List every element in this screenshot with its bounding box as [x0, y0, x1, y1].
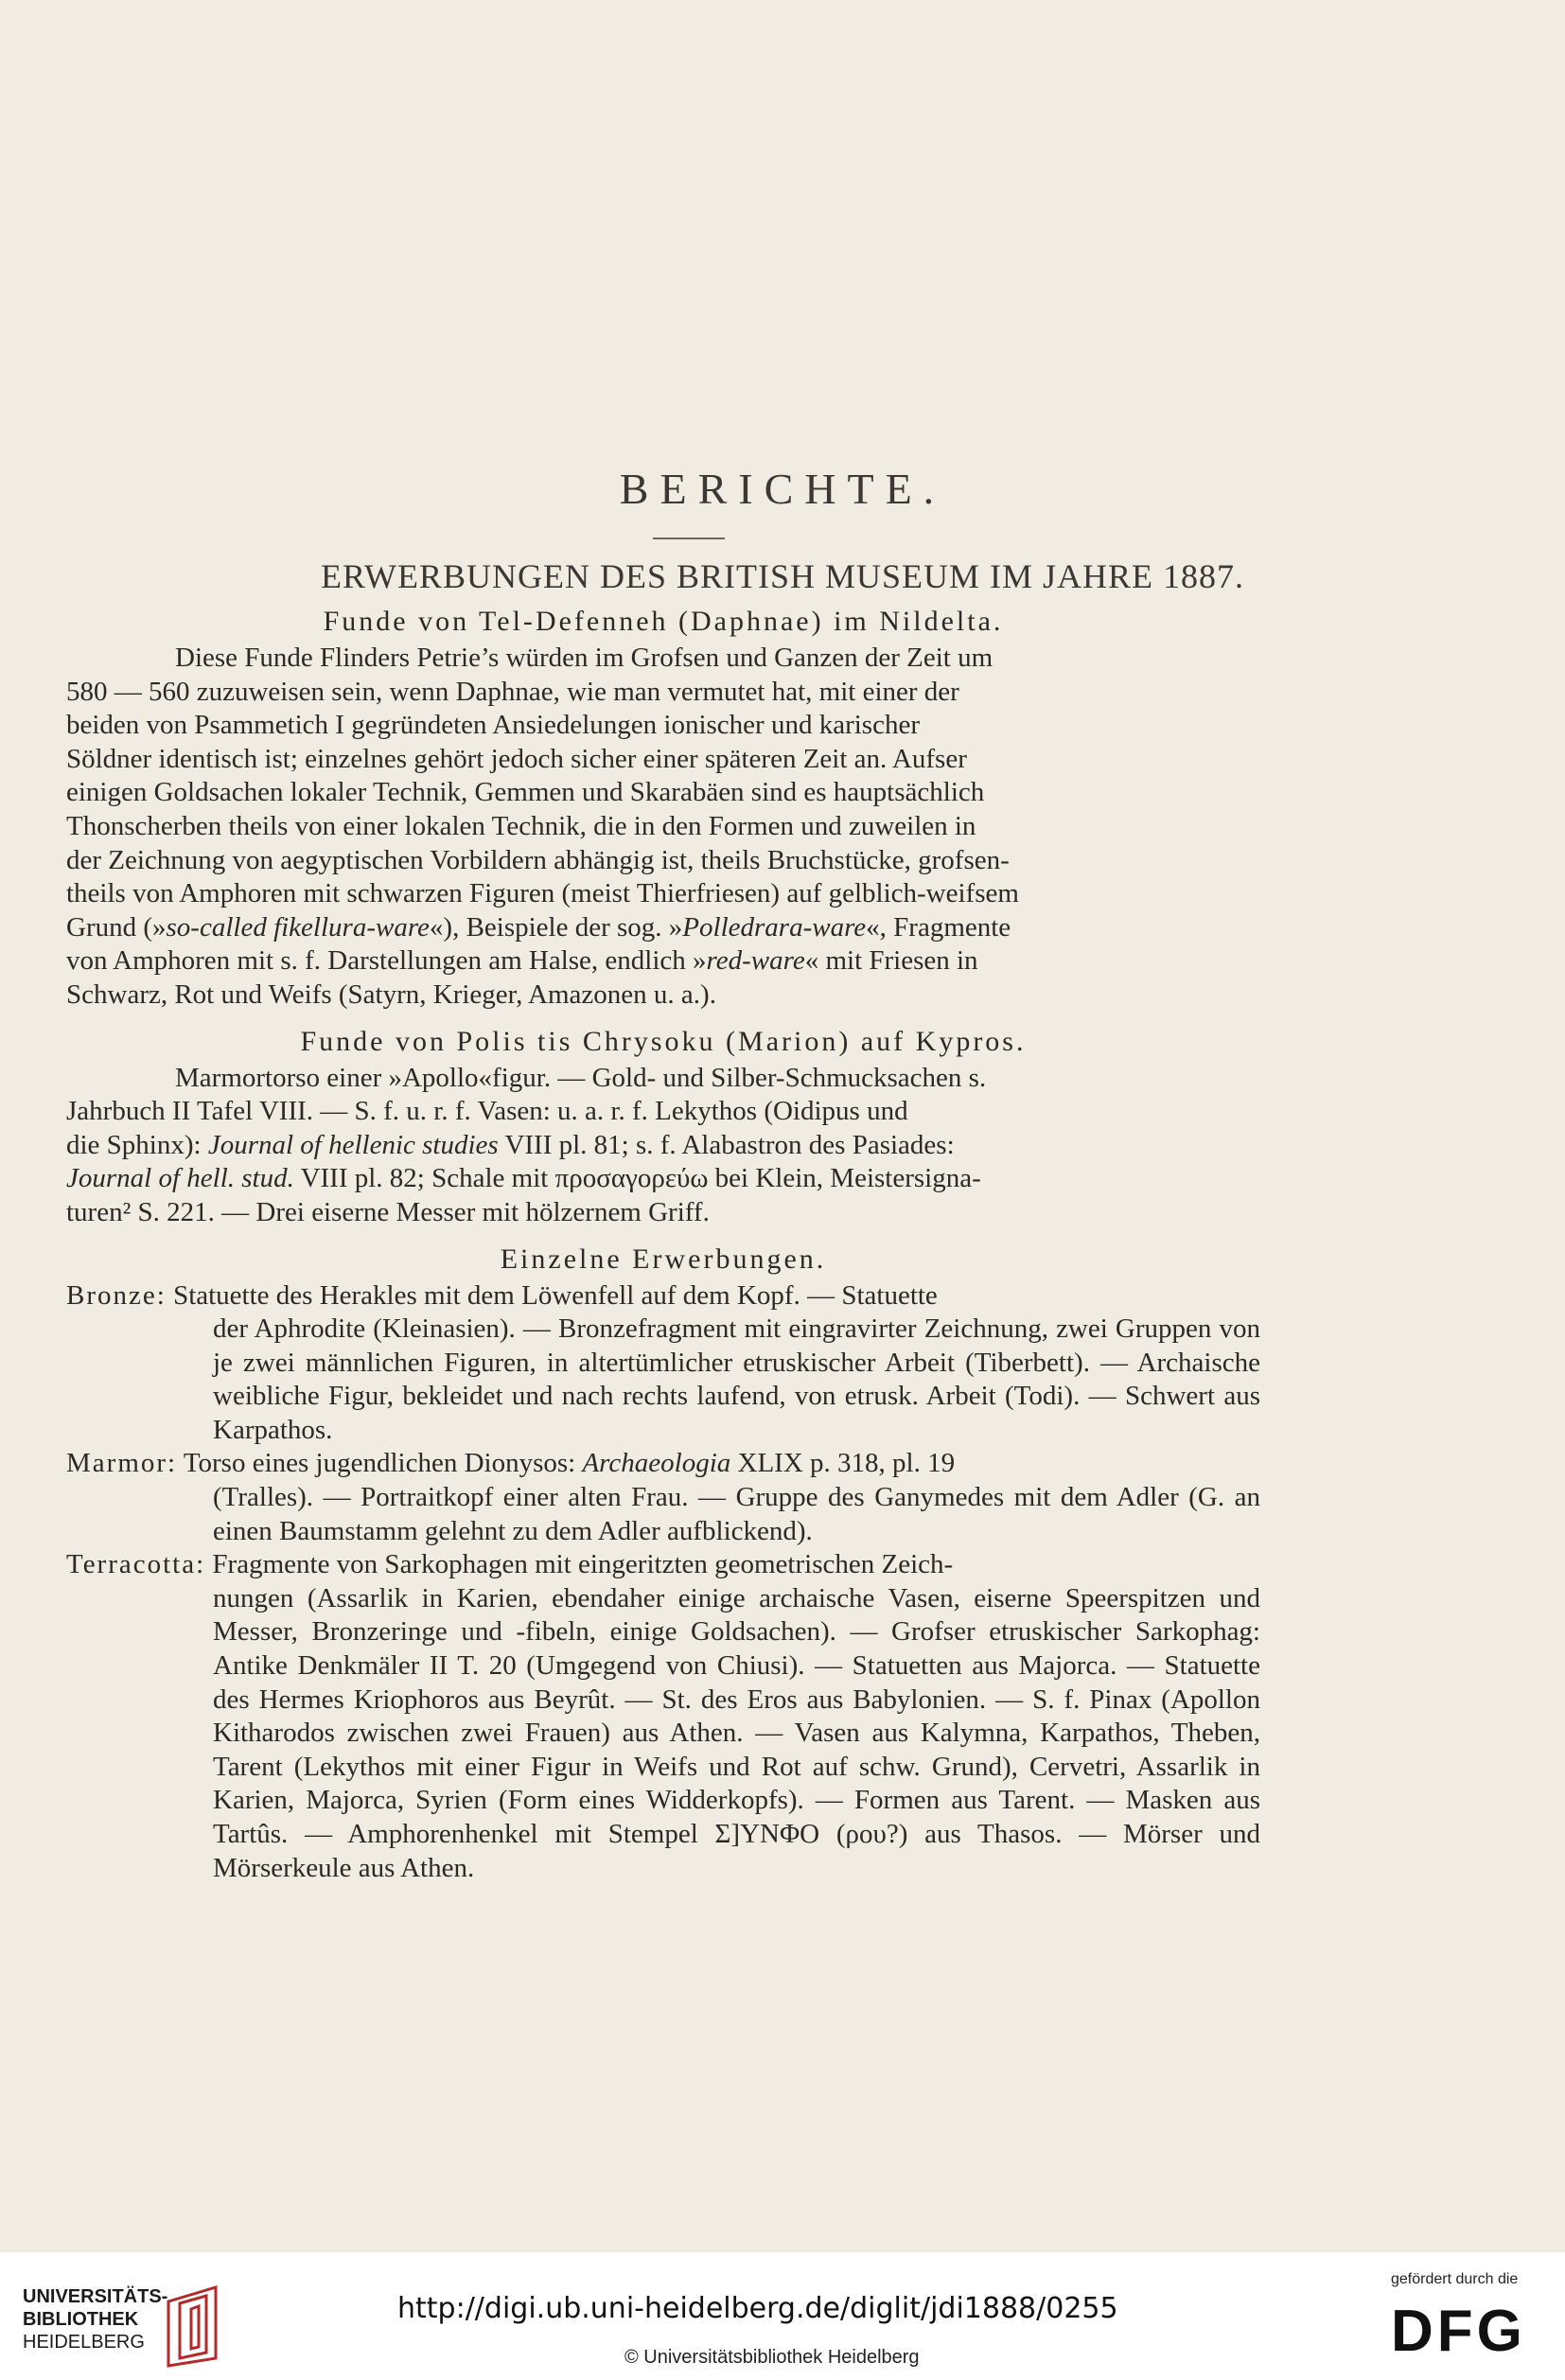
entry-label-bronze: Bronze:: [66, 1279, 167, 1311]
dfg-logo: DFG: [1391, 2299, 1526, 2364]
library-name: [23, 2285, 167, 2354]
text-span: VIII pl. 82; Schale mit προσαγορεύω bei Klein, Meistersigna-: [293, 1163, 981, 1194]
text-span: «), Beispiele der sog. »: [429, 911, 683, 943]
italic-term: Journal of hell. stud.: [66, 1163, 294, 1194]
italic-term: Polledrara-ware: [682, 911, 867, 943]
text-line: Marmortorso einer »Apollo«figur. — Gold- und Silber-Schmucksachen s.: [175, 1062, 987, 1093]
entry-text-bronze: der Aphrodite (Kleinasien). — Bronzefragment mit eingravirter Zeichnung, zwei Gruppen von je zwei männlichen Figuren, in altertümlicher etruskischer Arbeit (Tiberbett). — Archaische weibliche Figur, bekleidet und nach rechts laufend, von etrusk. Arbeit (Todi). — Schwert aus Karpathos.: [213, 1313, 1260, 1445]
text-line: [66, 1129, 1260, 1163]
subhead-marion: Funde von Polis tis Chrysoku (Marion) auf Kypros.: [300, 1025, 1027, 1057]
text-span: Statuette des Herakles mit dem Löwenfell auf dem Kopf. — Statuette: [173, 1279, 938, 1311]
entry-terracotta: [66, 1548, 1260, 1885]
text-line: beiden von Psammetich I gegründeten Ansiedelungen ionischer und karischer: [66, 710, 920, 741]
text-line: Schwarz, Rot und Weifs (Satyrn, Krieger, Amazonen u. a.).: [66, 978, 716, 1010]
source-url-link[interactable]: http://digi.ub.uni-heidelberg.de/diglit/jdi1888/0255: [397, 2292, 1118, 2325]
entry-marmor: [66, 1447, 1260, 1548]
subhead-einzelne: Einzelne Erwerbungen.: [500, 1243, 827, 1275]
italic-term: red-ware: [706, 945, 805, 977]
text-line: [66, 1162, 1260, 1196]
library-name-line: UNIVERSITÄTS-: [23, 2286, 168, 2307]
text-line: [66, 911, 1260, 945]
page-title: BERICHTE.: [619, 465, 946, 513]
italic-term: Journal of hellenic studies: [207, 1129, 499, 1160]
text-span: «, Fragmente: [866, 911, 1011, 943]
text-line: [66, 1279, 1260, 1313]
text-span: Fragmente von Sarkophagen mit eingeritzten geometrischen Zeich-: [212, 1549, 954, 1580]
entry-label-terracotta: Terracotta:: [66, 1549, 206, 1580]
text-line: theils von Amphoren mit schwarzen Figuren (meist Thierfriesen) auf gelblich-weifsem: [66, 878, 1019, 909]
text-line: [66, 1447, 1260, 1481]
section-heading: ERWERBUNGEN DES BRITISH MUSEUM IM JAHRE 1887.: [320, 557, 1245, 595]
text-line: Thonscherben theils von einer lokalen Technik, die in den Formen und zuweilen in: [66, 810, 976, 841]
library-name-line: BIBLIOTHEK: [23, 2309, 139, 2330]
text-line: [66, 944, 1260, 978]
entry-text-terracotta: nungen (Assarlik in Karien, ebendaher einige archaische Vasen, eiserne Speerspitzen und Messer, Bronzeringe und -fibeln, einige Goldsachen). — Grofser etruskischer Sarkophag: Antike Denkmäler II T. 20 (Umgegend von Chiusi). — Statuetten aus Majorca. — Statuette des Hermes Kriophoros aus Beyrût. — St. des Eros aus Babylonien. — S. f. Pinax (Apollon Kitharodos zwischen zwei Frauen) aus Athen. — Vasen aus Kalymna, Karpathos, Theben, Tarent (Lekythos mit einer Figur in Weifs und Rot auf schw. Grund), Cervetri, Assarlik in Karien, Majorca, Syrien (Form eines Widderkopfs). — Formen aus Tarent. — Masken aus Tartûs. — Amphorenhenkel mit Stempel Σ]ΥΝΦΟ (ρου?) aus Thasos. — Mörser und Mörserkeule aus Athen.: [213, 1582, 1260, 1883]
text-line: turen² S. 221. — Drei eiserne Messer mit hölzernem Griff.: [66, 1196, 710, 1227]
paragraph-marion: [66, 1062, 1260, 1230]
text-span: XLIX p. 318, pl. 19: [730, 1448, 956, 1479]
text-line: [66, 1548, 1260, 1582]
library-name-line: HEIDELBERG: [23, 2332, 145, 2353]
entry-label-marmor: Marmor:: [66, 1448, 178, 1479]
text-span: Grund (»: [66, 911, 167, 943]
text-span: VIII pl. 81; s. f. Alabastron des Pasiades:: [498, 1129, 955, 1160]
paragraph-daphnae: [66, 642, 1260, 1013]
text-line: der Zeichnung von aegyptischen Vorbildern abhängig ist, theils Bruchstücke, grofsen-: [66, 844, 1010, 875]
text-block: [66, 606, 1260, 1885]
text-span: die Sphinx):: [66, 1129, 208, 1160]
text-span: Torso eines jugendlichen Dionysos:: [183, 1448, 583, 1479]
text-line: einigen Goldsachen lokaler Technik, Gemmen und Skarabäen sind es hauptsächlich: [66, 777, 985, 808]
text-line: Jahrbuch II Tafel VIII. — S. f. u. r. f. Vasen: u. a. r. f. Lekythos (Oidipus und: [66, 1096, 908, 1127]
italic-term: Archaeologia: [582, 1448, 731, 1479]
subhead-daphnae: Funde von Tel-Defenneh (Daphnae) im Nildelta.: [323, 606, 1004, 637]
text-span: von Amphoren mit s. f. Darstellungen am Halse, endlich »: [66, 945, 707, 977]
text-line: 580 — 560 zuzuweisen sein, wenn Daphnae, wie man vermutet hat, mit einer der: [66, 676, 959, 707]
italic-term: so-called fikellura-ware: [166, 911, 430, 943]
entry-text-marmor: (Tralles). — Portraitkopf einer alten Frau. — Gruppe des Ganymedes mit dem Adler (G. an einen Baumstamm gelehnt zu dem Adler aufblickend).: [213, 1482, 1260, 1546]
library-logo-icon: [159, 2283, 235, 2368]
copyright-text: © Universitätsbibliothek Heidelberg: [624, 2347, 920, 2368]
text-line: Diese Funde Flinders Petrie’s würden im Grofsen und Ganzen der Zeit um: [175, 643, 994, 673]
entry-bronze: [66, 1279, 1260, 1448]
text-span: « mit Friesen in: [804, 945, 978, 977]
title-divider: [653, 538, 725, 539]
funded-by-label: gefördert durch die: [1391, 2271, 1519, 2287]
text-line: Söldner identisch ist; einzelnes gehört jedoch sicher einer späteren Zeit an. Aufser: [66, 743, 967, 774]
